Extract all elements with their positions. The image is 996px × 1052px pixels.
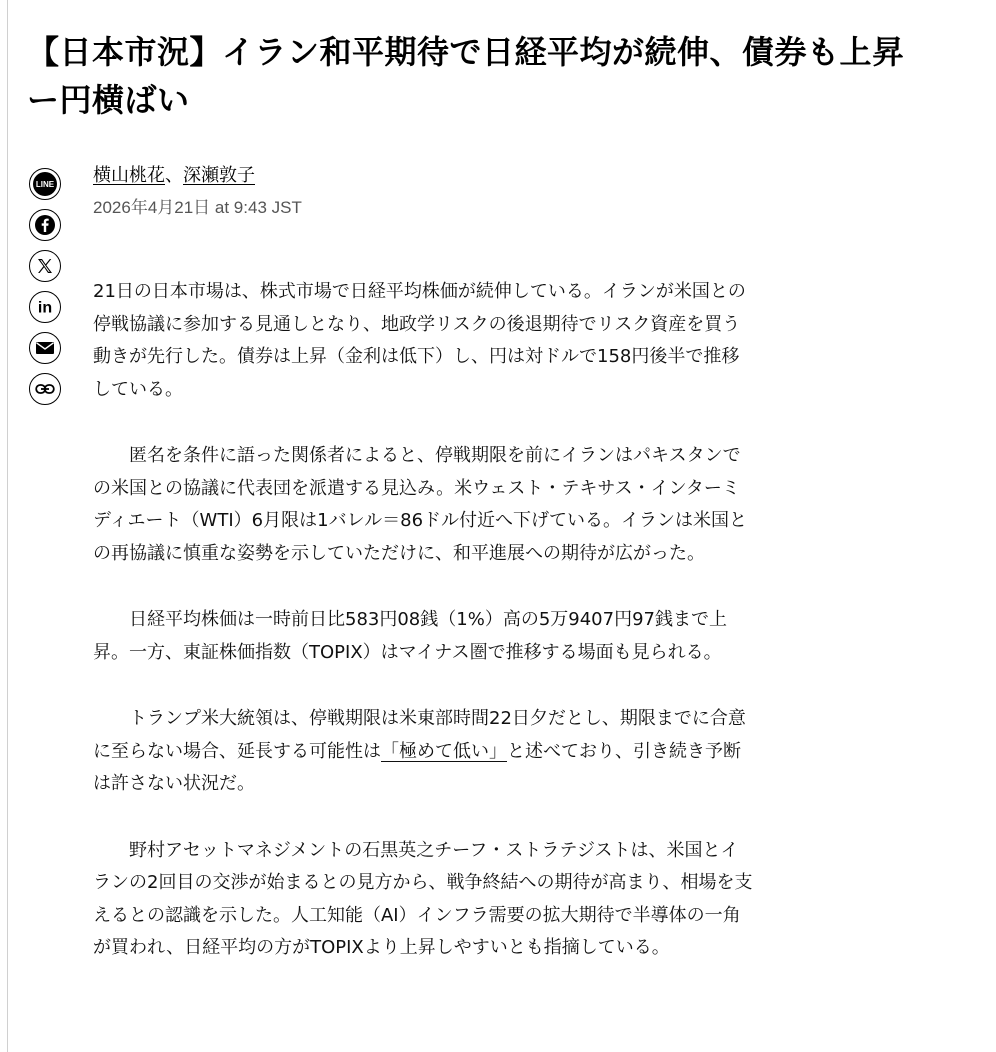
share-x-button[interactable] bbox=[29, 250, 61, 282]
article-body bbox=[93, 276, 753, 999]
article-paragraph: 日経平均株価は一時前日比583円08銭（1%）高の5万9407円97銭まで上昇。一方、東証株価指数（TOPIX）はマイナス圏で推移する場面も見られる。 bbox=[93, 609, 727, 663]
line-icon bbox=[32, 171, 58, 197]
article-headline: 【日本市況】イラン和平期待で日経平均が続伸、債券も上昇ー円横ばい bbox=[27, 33, 905, 119]
svg-text:in: in bbox=[37, 299, 53, 316]
share-facebook-button[interactable] bbox=[29, 209, 61, 241]
author-separator: 、 bbox=[165, 165, 183, 186]
article-paragraph: 21日の日本市場は、株式市場で日経平均株価が続伸している。イランが米国との停戦協議に参加する見通しとなり、地政学リスクの後退期待でリスク資産を買う動きが先行した。債券は上昇（金利は低下）し、円は対ドルで158円後半で推移している。 bbox=[93, 281, 746, 400]
byline bbox=[93, 162, 493, 222]
article-paragraph: 野村アセットマネジメントの石黒英之チーフ・ストラテジストは、米国とイランの2回目の交渉が始まるとの見方から、戦争終結への期待が高まり、相場を支えるとの認識を示した。人工知能（AI）インフラ需要の拡大期待で半導体の一角が買われ、日経平均の方がTOPIXより上昇しやすいとも指摘している。 bbox=[93, 839, 753, 958]
article-paragraph bbox=[93, 703, 753, 801]
svg-text:LINE: LINE bbox=[35, 180, 55, 190]
x-icon bbox=[37, 258, 53, 274]
page-left-border bbox=[7, 0, 8, 1052]
quote-link[interactable]: 「極めて低い」 bbox=[381, 740, 507, 762]
paragraph-text: と述べており、引き続き予断は許さない状況だ。 bbox=[93, 740, 741, 794]
author-list bbox=[93, 162, 493, 190]
share-linkedin-button[interactable] bbox=[29, 291, 61, 323]
email-icon bbox=[35, 340, 55, 356]
share-email-button[interactable] bbox=[29, 332, 61, 364]
copy-link-button[interactable] bbox=[29, 373, 61, 405]
author-link[interactable]: 深瀬敦子 bbox=[183, 165, 255, 186]
author-link[interactable]: 横山桃花 bbox=[93, 165, 165, 186]
facebook-icon bbox=[34, 214, 56, 236]
share-bar bbox=[29, 168, 63, 414]
share-line-button[interactable] bbox=[29, 168, 61, 200]
link-icon bbox=[35, 383, 55, 395]
linkedin-icon bbox=[35, 298, 55, 316]
paragraph-text: トランプ米大統領は、停戦期限は米東部時間22日夕だとし、期限までに合意に至らない場合、延長する可能性は bbox=[93, 708, 746, 762]
publish-timestamp: 2026年4月21日 at 9:43 JST bbox=[93, 198, 302, 217]
article-paragraph: 匿名を条件に語った関係者によると、停戦期限を前にイランはパキスタンでの米国との協議に代表団を派遣する見込み。米ウェスト・テキサス・インターミディエート（WTI）6月限は1バレル＝86ドル付近へ下げている。イランは米国との再協議に慎重な姿勢を示していただけに、和平進展への期待が広がった。 bbox=[93, 445, 748, 564]
